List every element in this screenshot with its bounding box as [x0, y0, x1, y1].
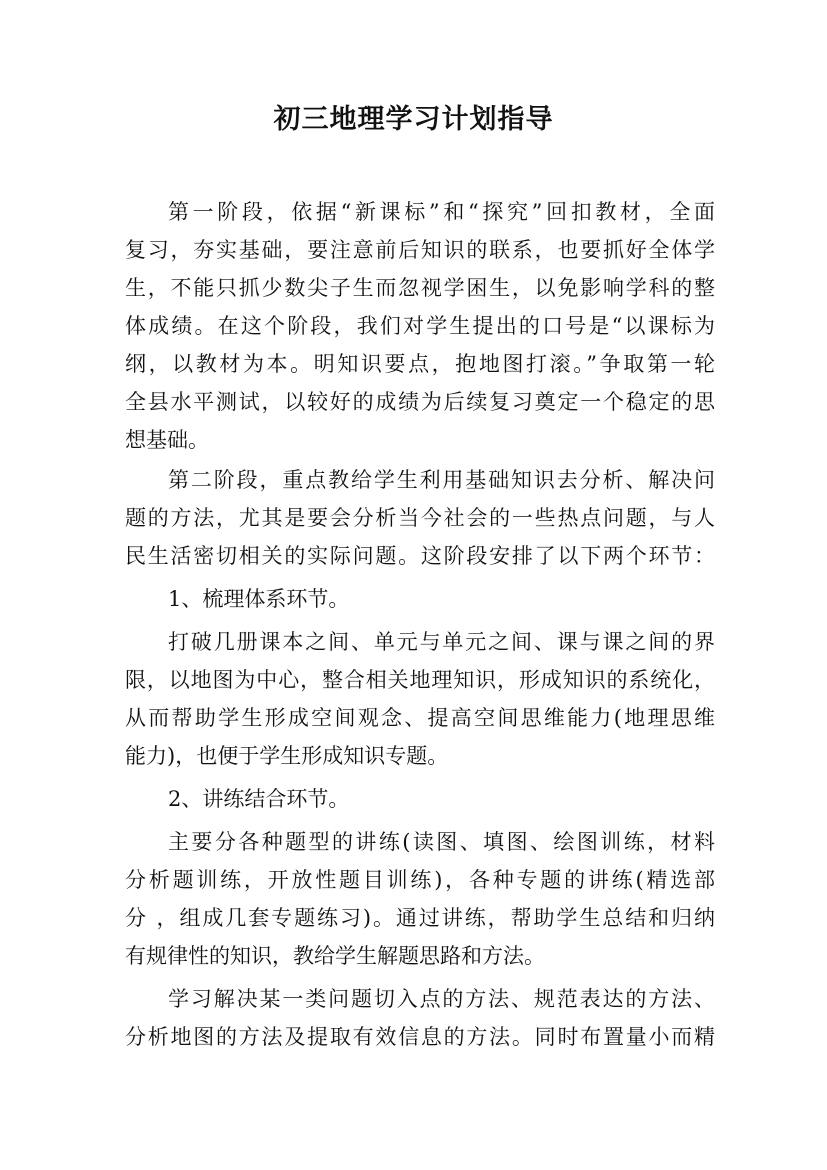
section-heading: 1、梳理体系环节。: [168, 587, 350, 611]
paragraph-line: 分 ，组成几套专题练习)。通过讲练，帮助学生总结和归纳: [125, 906, 715, 930]
paragraph-line: 从而帮助学生形成空间观念、提高空间思维能力(地理思维: [125, 706, 715, 730]
paragraph-line: 第二阶段，重点教给学生利用基础知识去分析、解决问: [168, 468, 715, 492]
paragraph-line: 复习，夯实基础，要注意前后知识的联系，也要抓好全体学: [125, 238, 715, 262]
document-title: 初三地理学习计划指导: [273, 104, 554, 135]
paragraph-line: 学习解决某一类问题切入点的方法、规范表达的方法、: [168, 987, 715, 1011]
paragraph-line: 限，以地图为中心，整合相关地理知识，形成知识的系统化，: [125, 668, 715, 692]
paragraph-line: 民生活密切相关的实际问题。这阶段安排了以下两个环节：: [125, 544, 715, 568]
paragraph-line: 题的方法，尤其是要会分析当今社会的一些热点问题，与人: [125, 506, 715, 530]
paragraph-line: 有规律性的知识，教给学生解题思路和方法。: [125, 944, 545, 968]
paragraph-line: 分析地图的方法及提取有效信息的方法。同时布置量小而精: [125, 1025, 715, 1049]
paragraph-line: 纲，以教材为本。明知识要点，抱地图打滚。”争取第一轮: [125, 352, 715, 376]
paragraph-line: 分析题训练，开放性题目训练)，各种专题的讲练(精选部: [125, 868, 715, 892]
paragraph-line: 想基础。: [125, 428, 209, 452]
paragraph-line: 全县水平测试，以较好的成绩为后续复习奠定一个稳定的思: [125, 390, 715, 414]
paragraph-line: 第一阶段，依据“新课标”和“探究”回扣教材，全面: [168, 200, 715, 224]
paragraph-line: 能力)，也便于学生形成知识专题。: [125, 744, 449, 768]
paragraph-line: 体成绩。在这个阶段，我们对学生提出的口号是“以课标为: [125, 314, 715, 338]
paragraph-line: 打破几册课本之间、单元与单元之间、课与课之间的界: [168, 630, 715, 654]
paragraph-line: 主要分各种题型的讲练(读图、填图、绘图训练，材料: [168, 830, 715, 854]
paragraph-line: 生，不能只抓少数尖子生而忽视学困生，以免影响学科的整: [125, 276, 715, 300]
section-heading: 2、讲练结合环节。: [168, 787, 350, 811]
